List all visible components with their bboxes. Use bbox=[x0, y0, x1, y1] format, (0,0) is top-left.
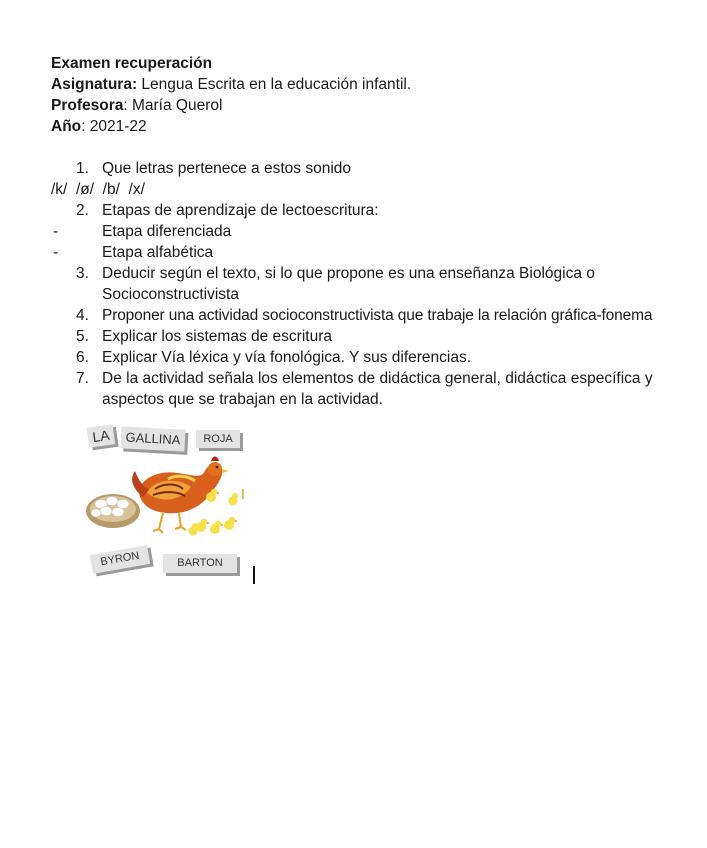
question-number: 7. bbox=[76, 370, 89, 387]
teacher-value: : María Querol bbox=[123, 97, 223, 114]
hen-illustration bbox=[83, 449, 248, 549]
teacher-label: Profesora bbox=[51, 97, 124, 114]
question-3 bbox=[51, 263, 691, 305]
cover-word-roja: ROJA bbox=[196, 430, 240, 448]
question-number: 2. bbox=[76, 202, 89, 219]
year-label: Año bbox=[51, 118, 82, 135]
question-number: 1. bbox=[76, 160, 89, 177]
subject-value: Lengua Escrita en la educación infantil. bbox=[137, 76, 412, 93]
question-2 bbox=[51, 200, 691, 221]
question-text: Deducir según el texto, si lo que propone es una enseñanza Biológica o Socioconstructivista bbox=[102, 265, 595, 303]
book-cover-image bbox=[83, 419, 248, 582]
teacher-line bbox=[51, 95, 691, 116]
question-number: 4. bbox=[76, 307, 89, 324]
question-6 bbox=[51, 347, 691, 368]
year-value: : 2021-22 bbox=[81, 118, 147, 135]
question-5 bbox=[51, 326, 691, 347]
cover-word-gallina: GALLINA bbox=[120, 426, 185, 451]
question-7 bbox=[51, 368, 691, 410]
year-line bbox=[51, 116, 691, 137]
bullet-dash: - bbox=[53, 223, 59, 240]
question-text: Proponer una actividad socioconstructivista que trabaje la relación gráfica-fonema bbox=[102, 307, 653, 324]
question-text: Explicar Vía léxica y vía fonológica. Y sus diferencias. bbox=[102, 349, 472, 366]
question-text: Que letras pertenece a estos sonido bbox=[102, 160, 352, 177]
subject-line bbox=[51, 74, 691, 95]
sub-item-text: Etapa alfabética bbox=[102, 244, 214, 261]
subject-label: Asignatura: bbox=[51, 76, 138, 93]
question-2-sub-2 bbox=[51, 242, 691, 263]
question-text: De la actividad señala los elementos de didáctica general, didáctica específica y aspectos que se trabajan en la actividad. bbox=[102, 370, 653, 408]
sounds-text: /k/ /ø/ /b/ /x/ bbox=[51, 181, 145, 198]
text-cursor bbox=[253, 566, 255, 584]
author-first-name: BYRON bbox=[90, 545, 150, 574]
sub-item-text: Etapa diferenciada bbox=[102, 223, 232, 240]
document-body bbox=[51, 53, 691, 410]
question-1 bbox=[51, 158, 691, 179]
question-number: 6. bbox=[76, 349, 89, 366]
sounds-line bbox=[51, 179, 691, 200]
question-text: Explicar los sistemas de escritura bbox=[102, 328, 332, 345]
question-2-sub-1 bbox=[51, 221, 691, 242]
question-4 bbox=[51, 305, 691, 326]
bullet-dash: - bbox=[53, 244, 59, 261]
question-text: Etapas de aprendizaje de lectoescritura: bbox=[102, 202, 379, 219]
exam-title: Examen recuperación bbox=[51, 55, 213, 72]
cover-word-la: LA bbox=[87, 424, 116, 447]
question-number: 3. bbox=[76, 265, 89, 282]
author-last-name: BARTON bbox=[163, 554, 237, 573]
question-number: 5. bbox=[76, 328, 89, 345]
